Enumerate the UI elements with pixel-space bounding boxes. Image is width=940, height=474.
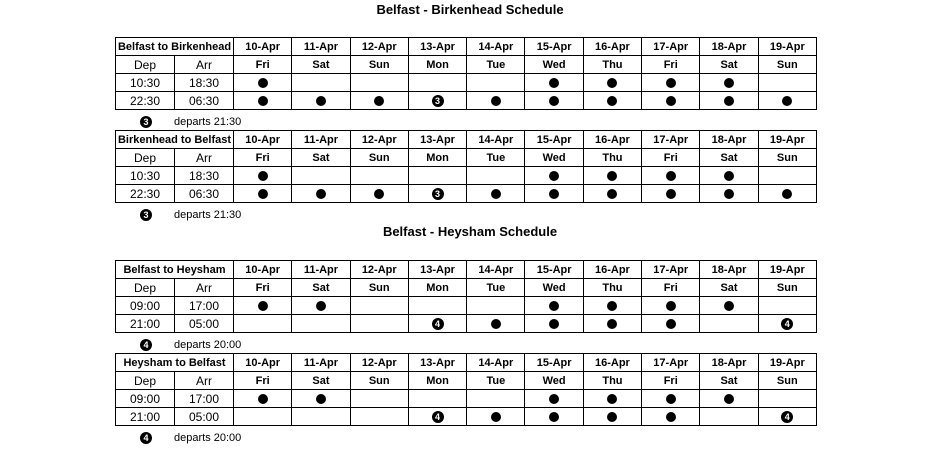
schedule-cell xyxy=(758,185,816,203)
schedule-cell xyxy=(408,408,466,426)
date-header: 12-Apr xyxy=(350,354,408,372)
schedule-cell xyxy=(408,92,466,110)
sailing-dot-icon xyxy=(666,96,676,106)
date-header: 11-Apr xyxy=(292,261,350,279)
schedule-cell xyxy=(700,74,758,92)
route-label: Birkenhead to Belfast xyxy=(116,131,234,149)
day-header: Fri xyxy=(642,372,700,390)
departure-time: 09:00 xyxy=(116,390,175,408)
day-header: Sat xyxy=(700,149,758,167)
footnote xyxy=(140,431,241,445)
schedule-cell xyxy=(758,92,816,110)
schedule-cell xyxy=(292,297,350,315)
day-header: Wed xyxy=(525,279,583,297)
sailing-dot-icon xyxy=(549,78,559,88)
schedule-cell xyxy=(292,167,350,185)
schedule-cell xyxy=(234,92,292,110)
header-row-days xyxy=(116,149,817,167)
departure-time: 22:30 xyxy=(116,92,175,110)
arrival-time: 18:30 xyxy=(175,167,234,185)
day-header: Sat xyxy=(700,372,758,390)
day-header: Sun xyxy=(758,56,816,74)
sailing-dot-icon xyxy=(316,96,326,106)
sailing-dot-icon xyxy=(666,301,676,311)
sailing-dot-icon xyxy=(258,394,268,404)
date-header: 14-Apr xyxy=(467,38,525,56)
schedule-cell xyxy=(642,167,700,185)
schedule-cell xyxy=(525,315,583,333)
day-header: Tue xyxy=(467,149,525,167)
date-header: 15-Apr xyxy=(525,131,583,149)
departure-time: 10:30 xyxy=(116,167,175,185)
sailing-dot-icon xyxy=(607,189,617,199)
sailing-dot-icon xyxy=(782,189,792,199)
schedule-cell xyxy=(525,74,583,92)
header-row-dates xyxy=(116,354,817,372)
schedule-cell xyxy=(234,167,292,185)
schedule-cell xyxy=(234,408,292,426)
section-title: Belfast - Heysham Schedule xyxy=(382,224,558,239)
sailing-dot-icon xyxy=(724,78,734,88)
dep-header: Dep xyxy=(116,372,175,390)
table-row xyxy=(116,92,817,110)
departure-time: 09:00 xyxy=(116,297,175,315)
date-header: 17-Apr xyxy=(642,261,700,279)
footnote-text: departs 21:30 xyxy=(174,116,242,128)
day-header: Sun xyxy=(758,149,816,167)
sailing-dot-icon xyxy=(607,78,617,88)
day-header: Sun xyxy=(758,279,816,297)
sailing-dot-icon xyxy=(666,412,676,422)
schedule-cell xyxy=(467,167,525,185)
day-header: Fri xyxy=(234,279,292,297)
day-header: Mon xyxy=(408,372,466,390)
date-header: 16-Apr xyxy=(583,131,641,149)
sailing-dot-icon xyxy=(782,96,792,106)
sailing-dot-icon xyxy=(607,394,617,404)
schedule-cell xyxy=(234,74,292,92)
schedule-cell xyxy=(642,185,700,203)
day-header: Fri xyxy=(642,149,700,167)
schedule-cell xyxy=(583,297,641,315)
sailing-dot-icon xyxy=(491,96,501,106)
schedule-cell xyxy=(583,167,641,185)
schedule-cell xyxy=(467,408,525,426)
schedule-cell xyxy=(525,185,583,203)
arr-header: Arr xyxy=(175,372,234,390)
schedule-cell xyxy=(467,315,525,333)
sailing-dot-icon xyxy=(549,319,559,329)
schedule-cell xyxy=(583,185,641,203)
schedule-cell xyxy=(350,390,408,408)
schedule-cell xyxy=(583,92,641,110)
sailing-dot-icon xyxy=(491,412,501,422)
date-header: 13-Apr xyxy=(408,261,466,279)
schedule-cell xyxy=(234,185,292,203)
date-header: 18-Apr xyxy=(700,261,758,279)
date-header: 13-Apr xyxy=(408,131,466,149)
day-header: Sun xyxy=(758,372,816,390)
day-header: Sat xyxy=(700,56,758,74)
schedule-cell xyxy=(525,92,583,110)
schedule-cell xyxy=(408,74,466,92)
date-header: 14-Apr xyxy=(467,354,525,372)
schedule-cell xyxy=(234,297,292,315)
schedule-cell xyxy=(583,390,641,408)
schedule-cell xyxy=(292,390,350,408)
schedule-cell xyxy=(525,297,583,315)
sailing-dot-icon xyxy=(724,96,734,106)
schedule-cell xyxy=(350,185,408,203)
sailing-dot-icon xyxy=(666,189,676,199)
table-row xyxy=(116,74,817,92)
sailing-dot-icon xyxy=(724,171,734,181)
day-header: Sun xyxy=(350,149,408,167)
arr-header: Arr xyxy=(175,279,234,297)
departure-time: 10:30 xyxy=(116,74,175,92)
day-header: Sat xyxy=(292,149,350,167)
arr-header: Arr xyxy=(175,149,234,167)
sailing-dot-icon xyxy=(607,412,617,422)
header-row-days xyxy=(116,56,817,74)
day-header: Thu xyxy=(583,149,641,167)
date-header: 19-Apr xyxy=(758,38,816,56)
arrival-time: 17:00 xyxy=(175,390,234,408)
date-header: 13-Apr xyxy=(408,354,466,372)
dep-header: Dep xyxy=(116,149,175,167)
sailing-dot-icon xyxy=(258,171,268,181)
table-row xyxy=(116,297,817,315)
header-row-dates xyxy=(116,261,817,279)
schedule-cell xyxy=(350,408,408,426)
day-header: Mon xyxy=(408,56,466,74)
schedule-table xyxy=(115,353,817,426)
footnote-marker-icon: 4 xyxy=(432,318,444,330)
date-header: 19-Apr xyxy=(758,261,816,279)
date-header: 19-Apr xyxy=(758,131,816,149)
schedule-cell xyxy=(350,92,408,110)
date-header: 10-Apr xyxy=(234,354,292,372)
schedule-cell xyxy=(408,297,466,315)
schedule-cell xyxy=(700,185,758,203)
route-label: Heysham to Belfast xyxy=(116,354,234,372)
day-header: Mon xyxy=(408,279,466,297)
schedule-cell xyxy=(467,185,525,203)
date-header: 17-Apr xyxy=(642,131,700,149)
footnote-marker-icon: 4 xyxy=(781,411,793,423)
sailing-dot-icon xyxy=(666,319,676,329)
schedule-cell xyxy=(758,74,816,92)
header-row-days xyxy=(116,279,817,297)
date-header: 14-Apr xyxy=(467,131,525,149)
schedule-cell xyxy=(467,390,525,408)
header-row-dates xyxy=(116,131,817,149)
day-header: Fri xyxy=(234,149,292,167)
footnote xyxy=(140,115,241,129)
schedule-cell xyxy=(758,390,816,408)
sailing-dot-icon xyxy=(607,319,617,329)
table-row xyxy=(116,408,817,426)
day-header: Tue xyxy=(467,372,525,390)
footnote xyxy=(140,208,241,222)
sailing-dot-icon xyxy=(724,301,734,311)
schedule-table xyxy=(115,260,817,333)
date-header: 15-Apr xyxy=(525,354,583,372)
day-header: Sat xyxy=(292,372,350,390)
sailing-dot-icon xyxy=(258,189,268,199)
date-header: 12-Apr xyxy=(350,38,408,56)
schedule-cell xyxy=(642,390,700,408)
schedule-cell xyxy=(292,74,350,92)
date-header: 12-Apr xyxy=(350,261,408,279)
section-title: Belfast - Birkenhead Schedule xyxy=(376,2,564,17)
day-header: Thu xyxy=(583,56,641,74)
arrival-time: 17:00 xyxy=(175,297,234,315)
table-row xyxy=(116,315,817,333)
departure-time: 21:00 xyxy=(116,315,175,333)
footnote-marker-icon: 3 xyxy=(140,209,152,221)
sailing-dot-icon xyxy=(666,171,676,181)
sailing-dot-icon xyxy=(607,301,617,311)
sailing-dot-icon xyxy=(374,96,384,106)
schedule-cell xyxy=(408,185,466,203)
schedule-cell xyxy=(467,297,525,315)
day-header: Sun xyxy=(350,56,408,74)
schedule-cell xyxy=(700,408,758,426)
arrival-time: 18:30 xyxy=(175,74,234,92)
schedule-cell xyxy=(583,315,641,333)
footnote-marker-icon: 3 xyxy=(140,116,152,128)
table-row xyxy=(116,390,817,408)
date-header: 12-Apr xyxy=(350,131,408,149)
schedule-cell xyxy=(350,167,408,185)
schedule-cell xyxy=(467,92,525,110)
sailing-dot-icon xyxy=(491,189,501,199)
date-header: 16-Apr xyxy=(583,261,641,279)
date-header: 10-Apr xyxy=(234,38,292,56)
schedule-cell xyxy=(525,408,583,426)
schedule-cell xyxy=(758,297,816,315)
schedule-cell xyxy=(525,390,583,408)
sailing-dot-icon xyxy=(549,171,559,181)
schedule-cell xyxy=(292,92,350,110)
day-header: Sun xyxy=(350,372,408,390)
schedule-table xyxy=(115,130,817,203)
day-header: Wed xyxy=(525,372,583,390)
sailing-dot-icon xyxy=(258,301,268,311)
day-header: Sat xyxy=(292,56,350,74)
table-row xyxy=(116,167,817,185)
arrival-time: 06:30 xyxy=(175,92,234,110)
schedule-cell xyxy=(700,315,758,333)
day-header: Tue xyxy=(467,56,525,74)
schedule-cell xyxy=(700,297,758,315)
day-header: Sun xyxy=(350,279,408,297)
arr-header: Arr xyxy=(175,56,234,74)
day-header: Sat xyxy=(700,279,758,297)
schedule-cell xyxy=(583,408,641,426)
sailing-dot-icon xyxy=(549,394,559,404)
date-header: 13-Apr xyxy=(408,38,466,56)
arrival-time: 05:00 xyxy=(175,408,234,426)
date-header: 11-Apr xyxy=(292,354,350,372)
dep-header: Dep xyxy=(116,279,175,297)
sailing-dot-icon xyxy=(491,319,501,329)
sailing-dot-icon xyxy=(316,189,326,199)
schedule-cell xyxy=(642,297,700,315)
sailing-dot-icon xyxy=(258,78,268,88)
footnote-marker-icon: 3 xyxy=(432,95,444,107)
sailing-dot-icon xyxy=(549,412,559,422)
sailing-dot-icon xyxy=(316,394,326,404)
schedule-table xyxy=(115,37,817,110)
schedule-cell xyxy=(292,408,350,426)
sailing-dot-icon xyxy=(374,189,384,199)
sailing-dot-icon xyxy=(316,301,326,311)
schedule-cell xyxy=(408,315,466,333)
sailing-dot-icon xyxy=(258,96,268,106)
footnote-text: departs 21:30 xyxy=(174,209,242,221)
day-header: Fri xyxy=(234,372,292,390)
day-header: Wed xyxy=(525,56,583,74)
route-label: Belfast to Heysham xyxy=(116,261,234,279)
schedule-cell xyxy=(642,408,700,426)
schedule-cell xyxy=(292,315,350,333)
day-header: Fri xyxy=(234,56,292,74)
schedule-cell xyxy=(642,315,700,333)
schedule-cell xyxy=(700,92,758,110)
dep-header: Dep xyxy=(116,56,175,74)
day-header: Thu xyxy=(583,372,641,390)
sailing-dot-icon xyxy=(666,394,676,404)
footnote xyxy=(140,338,241,352)
day-header: Fri xyxy=(642,56,700,74)
sailing-dot-icon xyxy=(724,189,734,199)
day-header: Mon xyxy=(408,149,466,167)
footnote-marker-icon: 3 xyxy=(432,188,444,200)
schedule-cell xyxy=(350,315,408,333)
schedule-cell xyxy=(642,92,700,110)
sailing-dot-icon xyxy=(549,189,559,199)
schedule-cell xyxy=(700,167,758,185)
departure-time: 21:00 xyxy=(116,408,175,426)
date-header: 18-Apr xyxy=(700,131,758,149)
schedule-cell xyxy=(642,74,700,92)
footnote-text: departs 20:00 xyxy=(174,432,242,444)
date-header: 15-Apr xyxy=(525,261,583,279)
date-header: 16-Apr xyxy=(583,38,641,56)
date-header: 10-Apr xyxy=(234,131,292,149)
arrival-time: 05:00 xyxy=(175,315,234,333)
date-header: 16-Apr xyxy=(583,354,641,372)
schedule-cell xyxy=(583,74,641,92)
header-row-dates xyxy=(116,38,817,56)
date-header: 15-Apr xyxy=(525,38,583,56)
footnote-marker-icon: 4 xyxy=(140,432,152,444)
header-row-days xyxy=(116,372,817,390)
day-header: Sat xyxy=(292,279,350,297)
day-header: Tue xyxy=(467,279,525,297)
schedule-cell xyxy=(467,74,525,92)
schedule-cell xyxy=(700,390,758,408)
schedule-cell xyxy=(525,167,583,185)
schedule-cell xyxy=(758,315,816,333)
date-header: 18-Apr xyxy=(700,354,758,372)
day-header: Wed xyxy=(525,149,583,167)
footnote-marker-icon: 4 xyxy=(432,411,444,423)
sailing-dot-icon xyxy=(549,96,559,106)
arrival-time: 06:30 xyxy=(175,185,234,203)
schedule-cell xyxy=(758,408,816,426)
footnote-marker-icon: 4 xyxy=(781,318,793,330)
schedule-cell xyxy=(292,185,350,203)
schedule-cell xyxy=(408,167,466,185)
schedule-cell xyxy=(758,167,816,185)
date-header: 19-Apr xyxy=(758,354,816,372)
schedule-cell xyxy=(350,74,408,92)
route-label: Belfast to Birkenhead xyxy=(116,38,234,56)
day-header: Fri xyxy=(642,279,700,297)
schedule-cell xyxy=(408,390,466,408)
footnote-text: departs 20:00 xyxy=(174,339,242,351)
date-header: 17-Apr xyxy=(642,354,700,372)
footnote-marker-icon: 4 xyxy=(140,339,152,351)
sailing-dot-icon xyxy=(724,394,734,404)
schedule-cell xyxy=(234,390,292,408)
sailing-dot-icon xyxy=(607,171,617,181)
departure-time: 22:30 xyxy=(116,185,175,203)
date-header: 11-Apr xyxy=(292,38,350,56)
day-header: Thu xyxy=(583,279,641,297)
schedule-cell xyxy=(234,315,292,333)
sailing-dot-icon xyxy=(549,301,559,311)
sailing-dot-icon xyxy=(607,96,617,106)
date-header: 14-Apr xyxy=(467,261,525,279)
date-header: 11-Apr xyxy=(292,131,350,149)
date-header: 10-Apr xyxy=(234,261,292,279)
schedule-cell xyxy=(350,297,408,315)
date-header: 18-Apr xyxy=(700,38,758,56)
date-header: 17-Apr xyxy=(642,38,700,56)
table-row xyxy=(116,185,817,203)
sailing-dot-icon xyxy=(666,78,676,88)
